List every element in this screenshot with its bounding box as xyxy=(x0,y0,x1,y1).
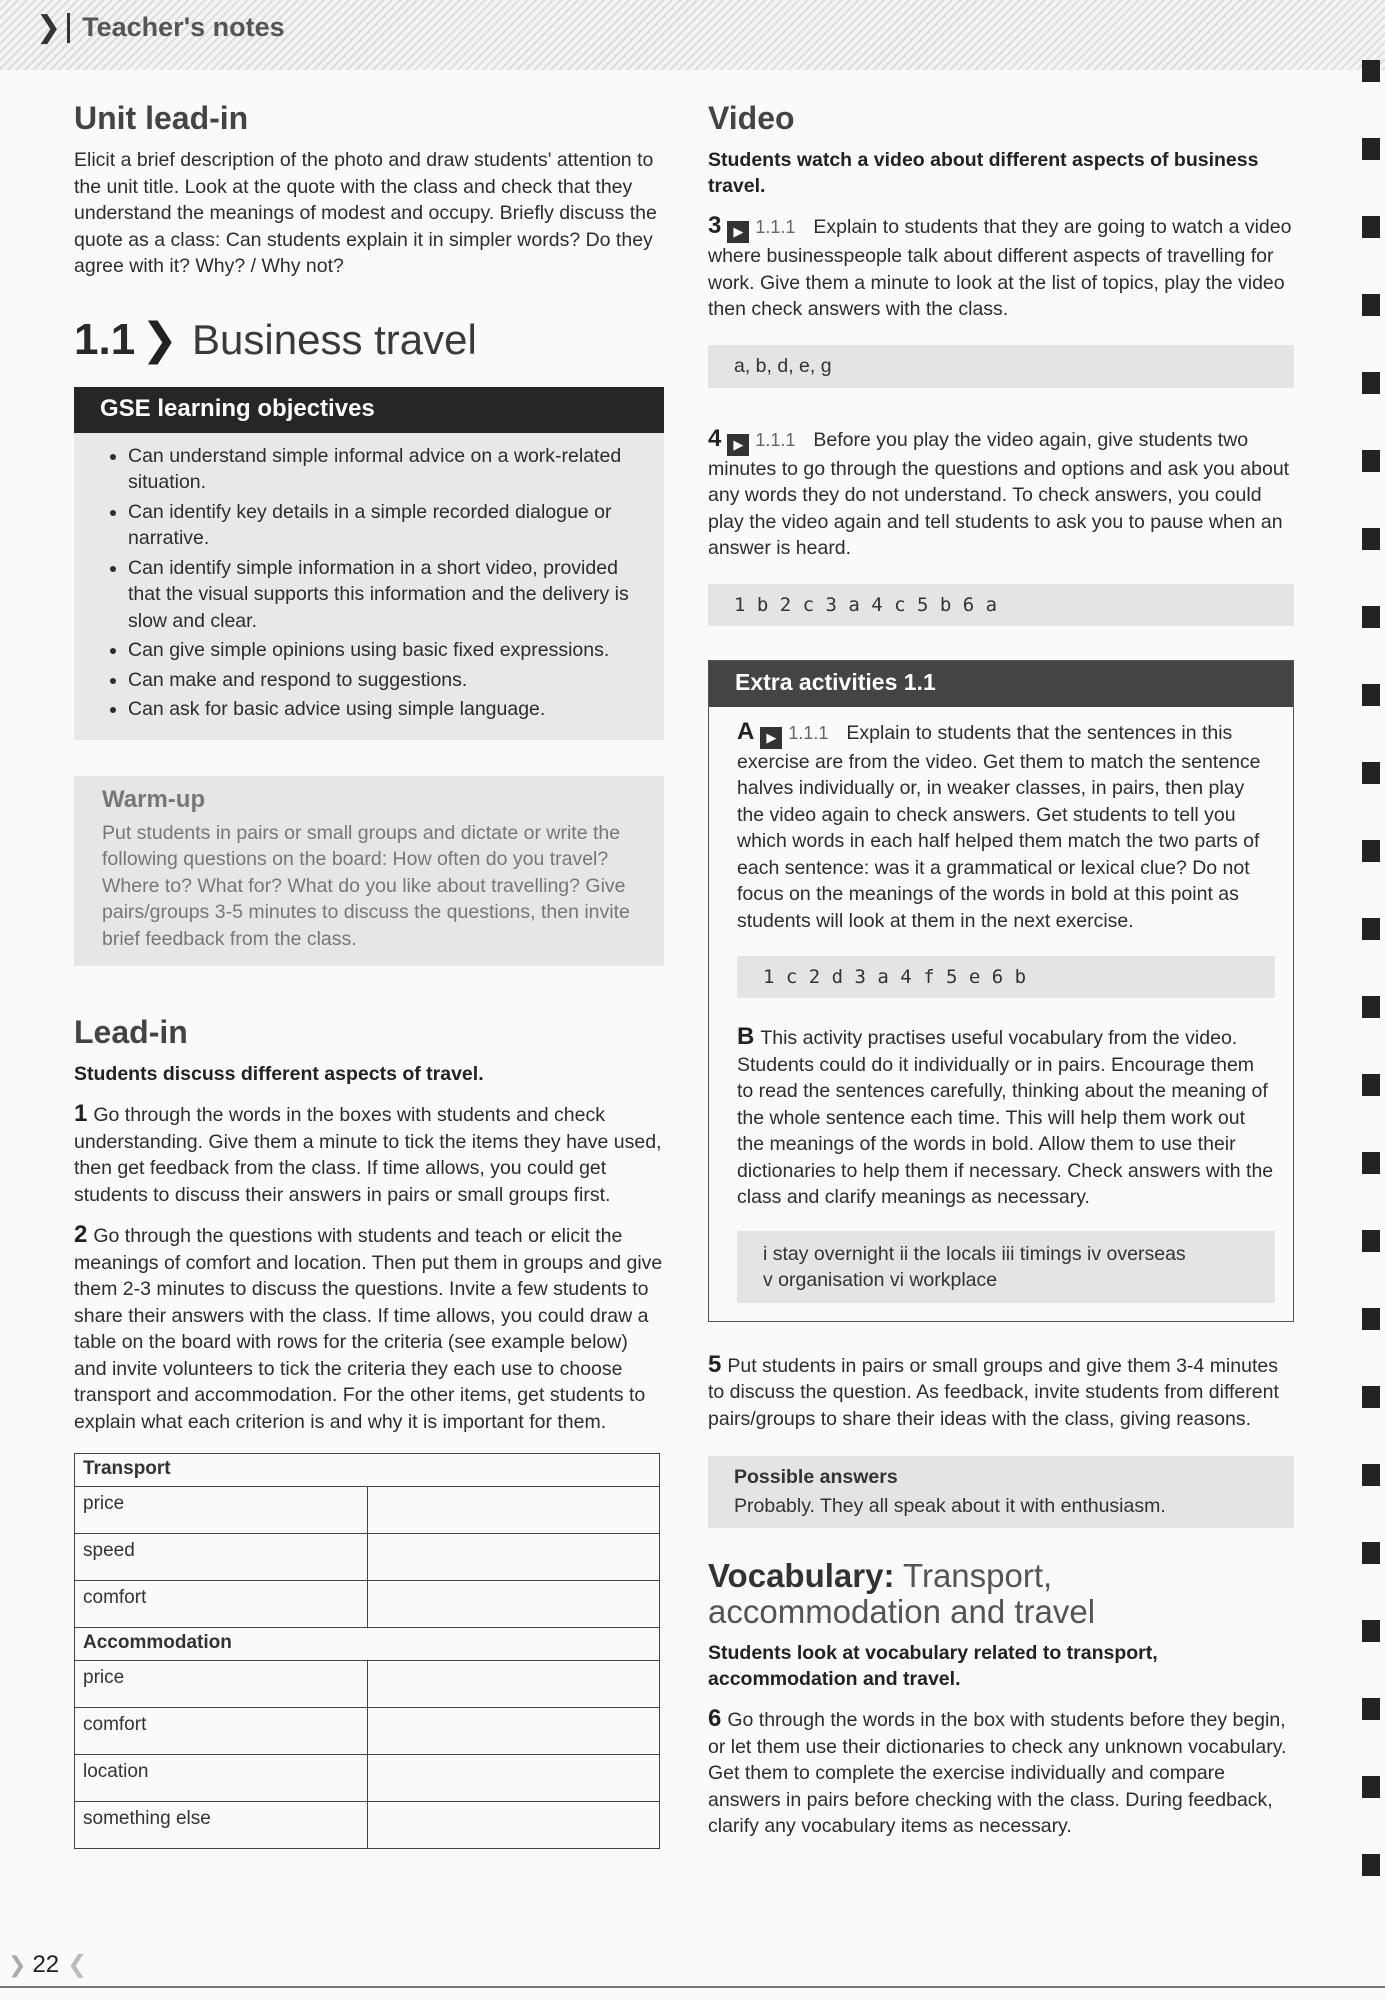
vocabulary-title xyxy=(708,1558,1294,1630)
table-row xyxy=(75,1755,660,1802)
binding-mark xyxy=(1362,216,1380,238)
video-lede: Students watch a video about different aspects of business travel. xyxy=(708,149,1259,197)
binding-mark xyxy=(1362,1464,1380,1486)
step-text: Go through the questions with students and teach or elicit the meanings of comfort and location. Then put them in groups and give them 2-3 minutes to discuss the questions. Invite a few students to share their answers with the class. If time allows, you could draw a table on the board with rows for the criteria (see example below) and invite volunteers to tick the criteria they each use to choose transport and accommodation. For the other items, get students to explain what each criterion is and why it is important for them. xyxy=(74,1225,663,1433)
answer-box xyxy=(708,584,1294,626)
table-cell: something else xyxy=(75,1802,368,1849)
binding-mark xyxy=(1362,1854,1380,1876)
unit-leadin-title: Unit lead-in xyxy=(74,100,249,136)
binding-mark xyxy=(1362,1230,1380,1252)
leadin-step-2 xyxy=(74,1222,664,1435)
binding-mark xyxy=(1362,138,1380,160)
leadin-section xyxy=(74,1014,664,1435)
table-row xyxy=(75,1487,660,1534)
step-text: Explain to students that they are going to watch a video where businesspeople talk about different aspects of travelling for work. Give them a minute to look at the list of topics, play the video then check answers with the class. xyxy=(708,216,1292,320)
activity-text: Explain to students that the sentences in this exercise are from the video. Get them to match the sentence halves individually or, in weaker classes, in pairs, then play the video again to check answers. Get students to tell you which words in each half helped them match the two parts of each sentence: was it a grammatical or lexical clue? Do not focus on the meanings of the words in bold at this point as students will look at them in the next exercise. xyxy=(737,721,1261,932)
gse-item: • Can identify simple information in a short video, provided that the visual supports this information and the delivery is slow and clear. xyxy=(128,555,640,635)
binding-mark xyxy=(1362,1542,1380,1564)
warmup-box xyxy=(74,776,664,967)
answer-box xyxy=(737,956,1275,998)
chevron-right-icon: ❯ xyxy=(141,314,179,364)
binding-mark xyxy=(1362,840,1380,862)
extra-activity-b xyxy=(737,1024,1275,1211)
leadin-lede: Students discuss different aspects of travel. xyxy=(74,1063,484,1085)
table-cell-empty xyxy=(367,1487,660,1534)
vocabulary-title-bold: Vocabulary: xyxy=(708,1557,895,1594)
chevron-left-icon: ❮ xyxy=(67,1951,88,1978)
vocabulary-lede: Students look at vocabulary related to transport, accommodation and travel. xyxy=(708,1642,1158,1690)
table-header-transport: Transport xyxy=(75,1454,660,1487)
binding-mark xyxy=(1362,606,1380,628)
gse-list xyxy=(74,433,664,740)
video-ref: 1.1.1 xyxy=(788,722,829,743)
gse-item: • Can make and respond to suggestions. xyxy=(128,667,640,694)
header xyxy=(36,10,285,45)
table-cell-empty xyxy=(367,1661,660,1708)
activity-text: This activity practises useful vocabulary from the video. Students could do it individually or in pairs. Encourage them to read the sentences carefully, thinking about the meaning of the whole sentence each time. This will help them work out the meanings of the words in bold. Allow them to use their dictionaries to help them if necessary. Check answers with the class and clarify meanings as necessary. xyxy=(737,1027,1274,1208)
step-text: Put students in pairs or small groups and give them 3-4 minutes to discuss the question. As feedback, invite students from different pairs/groups to share their ideas with the class, giving reasons. xyxy=(708,1354,1279,1430)
table-row xyxy=(75,1661,660,1708)
table-cell: comfort xyxy=(75,1581,368,1628)
step-number: 5 xyxy=(708,1350,722,1378)
table-cell: comfort xyxy=(75,1708,368,1755)
table-cell-empty xyxy=(367,1755,660,1802)
answer-text: a, b, d, e, g xyxy=(734,354,832,377)
table-cell: speed xyxy=(75,1534,368,1581)
leadin-title: Lead-in xyxy=(74,1014,188,1050)
warmup-title: Warm-up xyxy=(102,785,206,813)
step-number: 4 xyxy=(708,424,722,452)
answer-text: 1 b 2 c 3 a 4 c 5 b 6 a xyxy=(734,593,998,616)
step-number: 3 xyxy=(708,212,722,239)
footer-rule xyxy=(0,1986,1385,1988)
binding-mark xyxy=(1362,1074,1380,1096)
step-number: 2 xyxy=(74,1221,88,1248)
answer-line: v organisation vi workplace xyxy=(763,1268,998,1291)
step-text: Before you play the video again, give students two minutes to go through the questions and options and ask you about any words they do not understand. To check answers, you could play the video again and tell students to ask you to pause when an answer is heard. xyxy=(708,428,1290,559)
possible-answers-box xyxy=(708,1456,1294,1528)
vocabulary-title-rest: Transport, accommodation and travel xyxy=(708,1557,1096,1630)
answer-line: i stay overnight ii the locals iii timings iv overseas xyxy=(763,1242,1186,1265)
play-video-icon[interactable]: ▶ xyxy=(727,434,749,456)
binding-mark xyxy=(1362,1620,1380,1642)
binding-mark xyxy=(1362,1386,1380,1408)
binding-mark xyxy=(1362,1698,1380,1720)
gse-item: • Can ask for basic advice using simple language. xyxy=(128,696,640,723)
answer-box xyxy=(737,1231,1275,1303)
play-video-icon[interactable]: ▶ xyxy=(727,221,749,243)
binding-mark xyxy=(1362,762,1380,784)
section-name: Business travel xyxy=(192,315,477,363)
gse-item: • Can identify key details in a simple recorded dialogue or narrative. xyxy=(128,499,640,552)
leadin-step-1 xyxy=(74,1101,664,1208)
header-title: Teacher's notes xyxy=(82,12,285,42)
chevron-right-icon: ❯ xyxy=(8,1951,27,1977)
table-cell: location xyxy=(75,1755,368,1802)
video-step-3 xyxy=(708,213,1294,323)
section-title xyxy=(74,314,664,365)
right-column xyxy=(708,100,1294,1840)
video-step-4 xyxy=(708,426,1294,562)
step-5 xyxy=(708,1352,1294,1433)
binding-marks xyxy=(1362,60,1382,1960)
possible-answers-title: Possible answers xyxy=(734,1466,898,1488)
video-ref: 1.1.1 xyxy=(755,217,796,237)
step-6 xyxy=(708,1706,1294,1840)
step-text: Go through the words in the boxes with students and check understanding. Give them a minute to tick the items they have used, then get feedback from the class. If time allows, you could get students to discuss their answers in pairs or small groups first. xyxy=(74,1104,662,1206)
binding-mark xyxy=(1362,684,1380,706)
video-ref: 1.1.1 xyxy=(755,429,796,450)
page-number: 22 xyxy=(32,1950,60,1978)
step-number: 6 xyxy=(708,1705,722,1732)
unit-leadin-text: Elicit a brief description of the photo and draw students' attention to the unit title. Look at the quote with the class and check that they understand the meanings of modest and occupy. Briefly discuss the quote as a class: Can students explain it in simpler words? Do they agree with it? Why? / Why not? xyxy=(74,149,657,277)
binding-mark xyxy=(1362,60,1380,82)
extra-title: Extra activities 1.1 xyxy=(709,661,1293,707)
binding-mark xyxy=(1362,1776,1380,1798)
binding-mark xyxy=(1362,918,1380,940)
table-row xyxy=(75,1708,660,1755)
binding-mark xyxy=(1362,528,1380,550)
binding-mark xyxy=(1362,294,1380,316)
step-text: Go through the words in the box with students before they begin, or let them use their dictionaries to check any unknown vocabulary. Get them to complete the exercise individually and compare answers in pairs before checking with the class. During feedback, clarify any vocabulary items as necessary. xyxy=(708,1709,1287,1837)
criteria-table xyxy=(74,1453,660,1849)
binding-mark xyxy=(1362,450,1380,472)
extra-activity-a xyxy=(737,719,1275,935)
possible-answers-text: Probably. They all speak about it with enthusiasm. xyxy=(734,1495,1166,1517)
warmup-text: Put students in pairs or small groups and dictate or write the following questions on the board: How often do you travel? Where to? What for? What do you like about travelling? Give pairs/groups 3-5 minutes to discuss the questions, then invite brief feedback from the class. xyxy=(102,821,630,950)
answer-box xyxy=(708,345,1294,388)
answer-text: 1 c 2 d 3 a 4 f 5 e 6 b xyxy=(763,966,1027,988)
table-cell-empty xyxy=(367,1802,660,1849)
gse-title: GSE learning objectives xyxy=(74,387,664,433)
activity-label: B xyxy=(737,1023,755,1050)
play-video-icon[interactable]: ▶ xyxy=(760,727,782,749)
table-row xyxy=(75,1534,660,1581)
section-number: 1.1 xyxy=(74,314,136,364)
step-number: 1 xyxy=(74,1100,88,1127)
left-column xyxy=(74,100,664,1849)
table-header-accommodation: Accommodation xyxy=(75,1628,660,1661)
activity-label: A xyxy=(737,717,755,745)
table-row xyxy=(75,1802,660,1849)
binding-mark xyxy=(1362,1308,1380,1330)
binding-mark xyxy=(1362,1152,1380,1174)
footer xyxy=(8,1950,87,1979)
video-title: Video xyxy=(708,100,795,136)
table-row xyxy=(75,1581,660,1628)
gse-objectives-box xyxy=(74,387,664,740)
header-divider xyxy=(67,13,70,43)
table-cell: price xyxy=(75,1661,368,1708)
table-cell-empty xyxy=(367,1534,660,1581)
extra-activities-box xyxy=(708,660,1294,1322)
table-cell-empty xyxy=(367,1708,660,1755)
extra-body xyxy=(709,707,1293,1321)
binding-mark xyxy=(1362,996,1380,1018)
chevron-right-icon: ❯ xyxy=(36,11,62,44)
table-cell: price xyxy=(75,1487,368,1534)
gse-item: • Can give simple opinions using basic fixed expressions. xyxy=(128,637,640,664)
binding-mark xyxy=(1362,372,1380,394)
table-cell-empty xyxy=(367,1581,660,1628)
gse-item: • Can understand simple informal advice on a work-related situation. xyxy=(128,443,640,496)
